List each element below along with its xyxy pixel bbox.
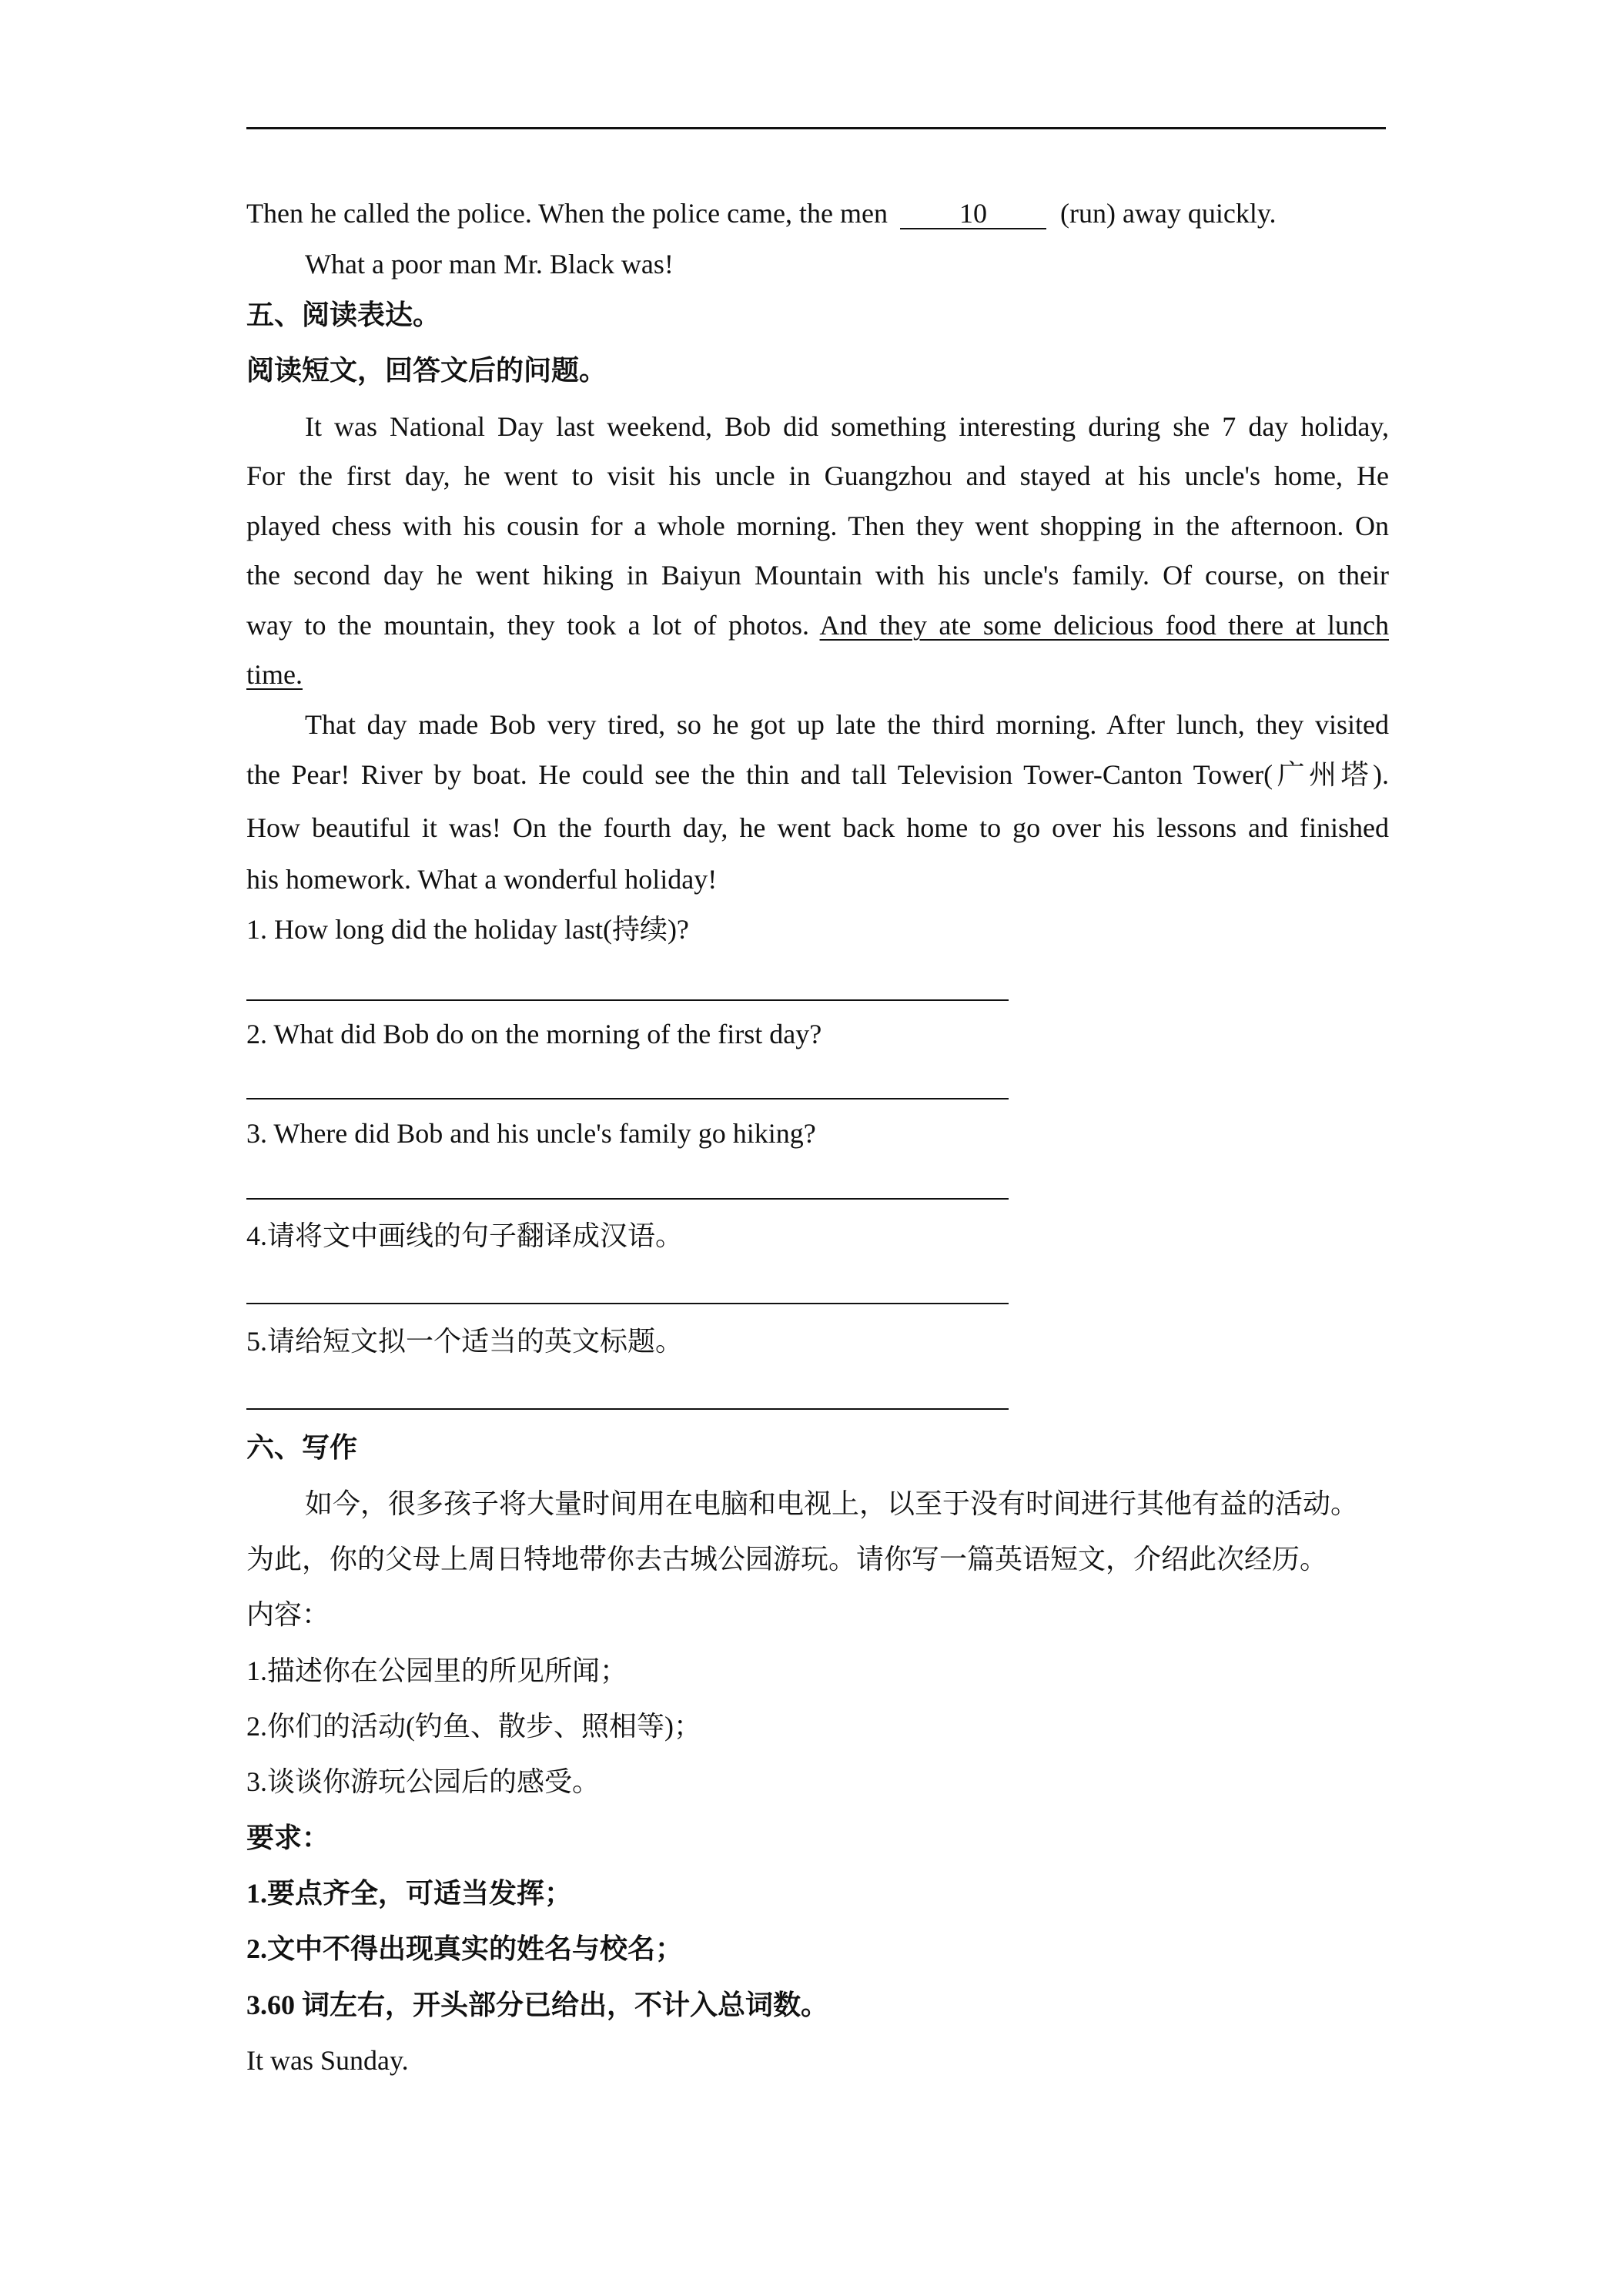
question-4: 4.请将文中画线的句子翻译成汉语。 — [246, 1220, 684, 1251]
section5-instruction: 阅读短文，回答文后的问题。 — [246, 355, 607, 386]
requirement-item: 1.要点齐全，可适当发挥； — [246, 1878, 573, 1909]
answer-line-1[interactable] — [246, 999, 1009, 1001]
writing-prompt-line: 为此，你的父母上周日特地带你去古城公园游玩。请你写一篇英语短文，介绍此次经历。 — [246, 1544, 1328, 1575]
underlined-sentence: And they ate some delicious food there at lunch — [819, 610, 1390, 641]
content-label: 内容： — [246, 1599, 330, 1630]
passage-line — [246, 658, 1389, 691]
writing-prompt-line: 如今，很多孩子将大量时间用在电脑和电视上，以至于没有时间进行其他有益的活动。 — [305, 1488, 1359, 1519]
answer-line-3[interactable] — [246, 1198, 1009, 1200]
requirement-item: 2.文中不得出现真实的姓名与校名； — [246, 1933, 684, 1964]
answer-line-5[interactable] — [246, 1408, 1009, 1410]
section5-heading: 五、阅读表达。 — [246, 300, 441, 330]
question-1: 1. How long did the holiday last(持续)? — [246, 914, 689, 945]
passage-line: For the first day, he went to visit his uncle in Guangzhou and stayed at his uncle's home, He — [246, 460, 1389, 491]
answer-line-4[interactable] — [246, 1303, 1009, 1304]
passage-line: How beautiful it was! On the fourth day, he went back home to go over his lessons and finished — [246, 812, 1389, 843]
passage-line: That day made Bob very tired, so he got up late the third morning. After lunch, they visited — [305, 709, 1389, 740]
question-3: 3. Where did Bob and his uncle's family go hiking? — [246, 1118, 816, 1149]
content-item: 3.谈谈你游玩公园后的感受。 — [246, 1766, 601, 1797]
answer-line-2[interactable] — [246, 1098, 1009, 1099]
header-rule — [246, 127, 1386, 129]
passage-line: the second day he went hiking in Baiyun Mountain with his uncle's family. Of course, on their — [246, 560, 1389, 591]
answer-blank-10: 10 — [900, 199, 1046, 229]
question-2: 2. What did Bob do on the morning of the first day? — [246, 1019, 822, 1049]
writing-opening: It was Sunday. — [246, 2045, 409, 2076]
requirements-label: 要求： — [246, 1822, 330, 1853]
question-5: 5.请给短文拟一个适当的英文标题。 — [246, 1326, 684, 1357]
requirement-item: 3.60 词左右，开头部分已给出，不计入总词数。 — [246, 1990, 829, 2020]
underlined-sentence-end: time. — [246, 659, 303, 690]
passage-line: the Pear! River by boat. He could see the thin and tall Television Tower-Canton Tower(广州塔). — [246, 759, 1389, 790]
passage-line: his homework. What a wonderful holiday! — [246, 864, 718, 895]
content-item: 1.描述你在公园里的所见所闻； — [246, 1655, 628, 1686]
prev-passage-line: Then he called the police. When the police came, the men 10 (run) away quickly. — [246, 198, 1277, 229]
prev-passage-closing: What a poor man Mr. Black was! — [305, 249, 674, 279]
passage-line: played chess with his cousin for a whole morning. Then they went shopping in the afternoon. On — [246, 510, 1389, 541]
content-item: 2.你们的活动(钓鱼、散步、照相等)； — [246, 1711, 701, 1742]
passage-line: way to the mountain, they took a lot of photos. And they ate some delicious food there at lunch — [246, 610, 1390, 641]
passage-line: It was National Day last weekend, Bob did something interesting during she 7 day holiday, — [305, 411, 1389, 442]
section6-heading: 六、写作 — [246, 1432, 358, 1463]
